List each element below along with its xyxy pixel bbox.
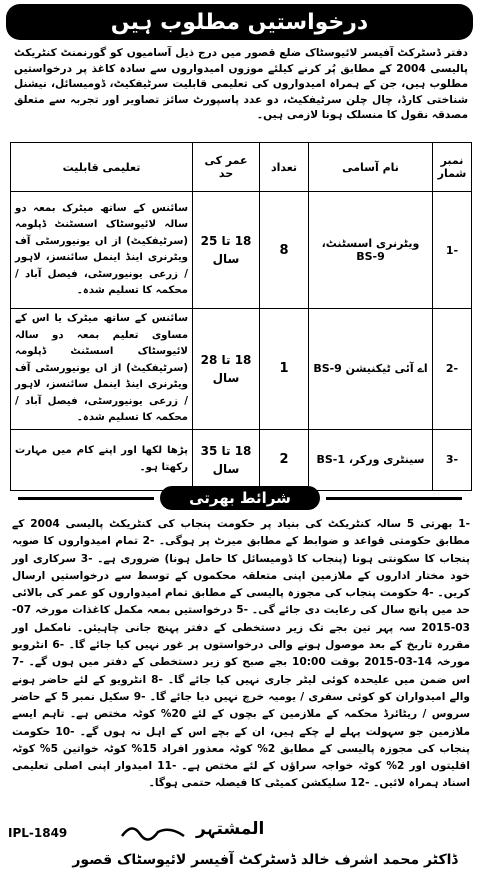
age-range: 18 تا 25 [200, 234, 252, 248]
row-age-limit [193, 192, 260, 309]
conditions-paragraph: -1 بھرتی 5 سالہ کنٹریکٹ کی بنیاد پر حکومت پنجاب کی کنٹریکٹ پالیسی 2004 کے مطابق حکومتی قواعد و ضوابط کے مطابق میرٹ پر ہوگی۔ -2 تمام امیدواروں کا صوبہ پنجاب کا سکونتی ہونا (پنجاب کا ڈومیسائل کا حامل ہونا) ضروری ہے۔ -3 سرکاری اور خود مختار اداروں کے ملازمین اپنی متعلقہ محکموں کے توسط سے درخواستیں ارسال کریں۔ -4 حکومت پنجاب کی مجوزہ پالیسی کے مطابق تمام امیدواروں کو عمر کی بالائی حد میں پانچ سال کی رعایت دی جائے گی۔ -5 درخواستیں بمعہ مکمل کاغذات مورخہ 07-03-2015 سہ پہر تین بجے تک زیر دستخطی کے دفتر پہنچ جانی چاہیئں۔ نامکمل اور مقررہ تاریخ کے بعد موصول ہونے والی درخواستوں پر غور نہیں کیا جائے گا۔ -6 انٹرویو مورخہ 14-03-2015 بوقت 10:00 بجے صبح کو زیر دستخطی کے دفتر میں ہوں گے۔ -7 اس ضمن میں علیحدہ کوئی لیٹر جاری نہیں کیا جائے گا۔ -8 انٹرویو کے لئے حاضر ہونے والے امیدواران کو کوئی سفری / یومیہ خرچ نہیں دیا جائے گا۔ -9 سکیل نمبر 5 کے حاضر سروس / ریٹائرڈ محکمہ کے ملازمین کے بچوں کے لئے 20% کوٹہ مختص ہے۔ تاہم ایسے ملازمین جو سہولت پہلے لے چکے ہیں، ان کے بچے اس کے اہل نہ ہوں گے۔ -10 حکومت پنجاب کی مجوزہ پالیسی کے مطابق 2% کوٹہ معذور افراد 15% کوٹہ خواتین 5% کوٹہ اقلیتوں اور 2% کوٹہ خواجہ سراؤں کے لئے مختص ہے۔ -11 امیدوار اپنی اصلی تعلیمی اسناد ہمراہ لائیں۔ -12 سلیکشن کمیٹی کا فیصلہ حتمی ہوگا۔ [12, 518, 471, 790]
header-serial: نمبر شمار [433, 143, 472, 192]
signature-mark-icon [118, 818, 188, 844]
row-post-name: ویٹرنری اسسٹنٹ، BS-9 [309, 192, 433, 309]
header-count: تعداد [260, 143, 309, 192]
conditions-title: شرائط بھرتی [160, 486, 320, 510]
row-serial: -1 [433, 192, 472, 309]
row-age-limit [193, 309, 260, 430]
header-post-name: نام آسامی [309, 143, 433, 192]
age-unit: سال [212, 461, 240, 476]
age-unit: سال [212, 370, 240, 385]
row-post-name: سینٹری ورکر، BS-1 [309, 429, 433, 490]
age-unit: سال [212, 252, 240, 266]
age-range: 18 تا 35 [200, 443, 252, 458]
signatory-name: ڈاکٹر محمد اشرف خالد ڈسٹرکٹ آفیسر لائیوسٹاک قصور [72, 852, 458, 868]
row-count: 1 [260, 309, 309, 430]
row-serial: -3 [433, 429, 472, 490]
row-qualification: سائنس کے ساتھ میٹرک یا اس کے مساوی تعلیم بمعہ دو سالہ لائیوسٹاک اسسٹنٹ ڈپلومہ (سرٹیفکیٹ) از اں یونیورسٹی آف ویٹرنری اینڈ اینمل سائنسز، لاہور / زرعی یونیورسٹی، فیصل آباد / محکمہ کا تسلیم شدہ۔ [11, 309, 193, 430]
row-count: 8 [260, 192, 309, 309]
header-age-limit: عمر کی حد [193, 143, 260, 192]
posts-table [10, 142, 472, 491]
ad-reference-number: IPL-1849 [8, 826, 68, 840]
row-serial: -2 [433, 309, 472, 430]
table-row [11, 192, 472, 309]
divider-right [326, 497, 462, 500]
row-qualification: پڑھا لکھا اور اپنے کام میں مہارت رکھتا ہو۔ [11, 429, 193, 490]
row-qualification: سائنس کے ساتھ میٹرک بمعہ دو سالہ لائیوسٹاک اسسٹنٹ ڈپلومہ (سرٹیفکیٹ) از اں یونیورسٹی آف ویٹرنری اینڈ اینمل سائنسز، لاہور / زرعی یونیورسٹی، فیصل آباد / محکمہ کا تسلیم شدہ۔ [11, 192, 193, 309]
header-qualification: تعلیمی قابلیت [11, 143, 193, 192]
divider-left [18, 497, 154, 500]
table-header-row [11, 143, 472, 192]
age-range: 18 تا 28 [200, 352, 252, 367]
table-row [11, 429, 472, 490]
table-row [11, 309, 472, 430]
page-title: درخواستیں مطلوب ہیں [6, 4, 473, 40]
advertiser-label: المشتہر [196, 819, 265, 839]
row-post-name: اے آئی ٹیکنیشن BS-9 [309, 309, 433, 430]
row-age-limit [193, 429, 260, 490]
intro-paragraph: دفتر ڈسٹرکٹ آفیسر لائیوسٹاک ضلع قصور میں درج ذیل آسامیوں کو گورنمنٹ کنٹریکٹ پالیسی 2004 کے مطابق پُر کرنے کیلئے موزوں امیدواروں سے سادہ کاغذ پر درخواستیں مطلوب ہیں، جن کے ہمراہ امیدواروں کی تعلیمی قابلیت سرٹیفکیٹ، ڈومیسائل، نیشنل شناختی کارڈ، چال چلن سرٹیفکیٹ، دو عدد پاسپورٹ سائز تصاویر اور تجربہ سے متعلق مصدقہ نقول کا منسلک ہونا لازمی ہیں۔ [14, 47, 468, 122]
row-count: 2 [260, 429, 309, 490]
